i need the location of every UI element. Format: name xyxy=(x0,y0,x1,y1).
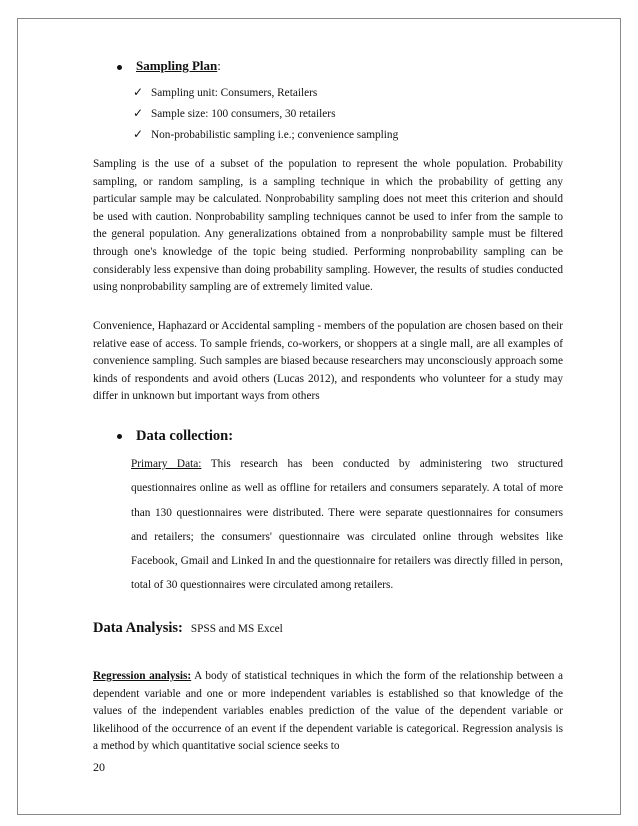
heading-colon: : xyxy=(217,58,221,73)
data-analysis-row xyxy=(93,619,283,637)
data-collection-heading-row xyxy=(117,428,233,445)
checkmark-icon: ✓ xyxy=(133,85,144,99)
bullet-icon xyxy=(117,65,122,70)
regression-label: Regression analysis: xyxy=(93,670,192,682)
sampling-plan-list xyxy=(133,83,398,146)
data-collection-heading: Data collection: xyxy=(136,428,234,444)
sampling-plan-heading: Sampling Plan xyxy=(136,58,218,73)
data-analysis-value: SPSS and MS Excel xyxy=(190,623,283,635)
list-item: ✓ Sampling unit: Consumers, Retailers xyxy=(133,85,318,99)
sampling-paragraph: Sampling is the use of a subset of the population to represent the whole population. Probability sampling, or random sampling, is a sampling technique in which the probability of getting any particular sample may be calculated. Nonprobability sampling does not meet this criterion and should be used with caution. Nonprobability sampling techniques cannot be used to infer from the sample to the general population. Any generalizations obtained from a nonprobability sample must be filtered through one's knowledge of the topic being studied. Performing nonprobability sampling can be considerably less expensive than doing probability sampling. However, the results of studies conducted using nonprobability sampling are of extremely limited value. xyxy=(93,158,563,294)
sampling-plan-heading-row xyxy=(117,58,221,74)
primary-data-text: This research has been conducted by administering two structured questionnaires online as well as offline for retailers and consumers separately. A total of more than 130 questionnaires were distributed. There were separate questionnaires for consumers and retailers; the consumers' questionnaire was circulated online through websites like Facebook, Gmail and Linked In and the questionnaire for retailers was directly filled in person, total of 30 questionnaires were circulated among retailers. xyxy=(131,458,563,592)
list-item: ✓ Non-probabilistic sampling i.e.; convenience sampling xyxy=(133,127,399,141)
checkmark-icon: ✓ xyxy=(133,106,144,120)
checkmark-icon: ✓ xyxy=(133,127,144,141)
primary-data-label: Primary Data: xyxy=(131,458,202,470)
bullet-icon xyxy=(117,434,122,439)
primary-data-paragraph xyxy=(131,452,563,598)
convenience-paragraph: Convenience, Haphazard or Accidental sampling - members of the population are chosen based on their relative ease of access. To sample friends, co-workers, or shoppers at a single mall, are all examples of convenience sampling. Such samples are biased because researchers may unconsciously approach some kinds of respondents and avoid others (Lucas 2012), and respondents who volunteer for a study may differ in unknown but important ways from others xyxy=(93,320,563,403)
regression-paragraph xyxy=(93,668,563,756)
page-number: 20 xyxy=(93,760,105,774)
regression-text: A body of statistical techniques in which the form of the relationship between a dependent variable and one or more independent variables is established so that knowledge of the values of the independent variables enables prediction of the value of the dependent variable or likelihood of the occurrence of an event if the dependent variable is categorical. Regression analysis is a method by which quantitative social science seeks to xyxy=(93,670,563,753)
data-analysis-heading: Data Analysis: xyxy=(93,620,183,636)
list-item: ✓ Sample size: 100 consumers, 30 retailers xyxy=(133,106,336,120)
